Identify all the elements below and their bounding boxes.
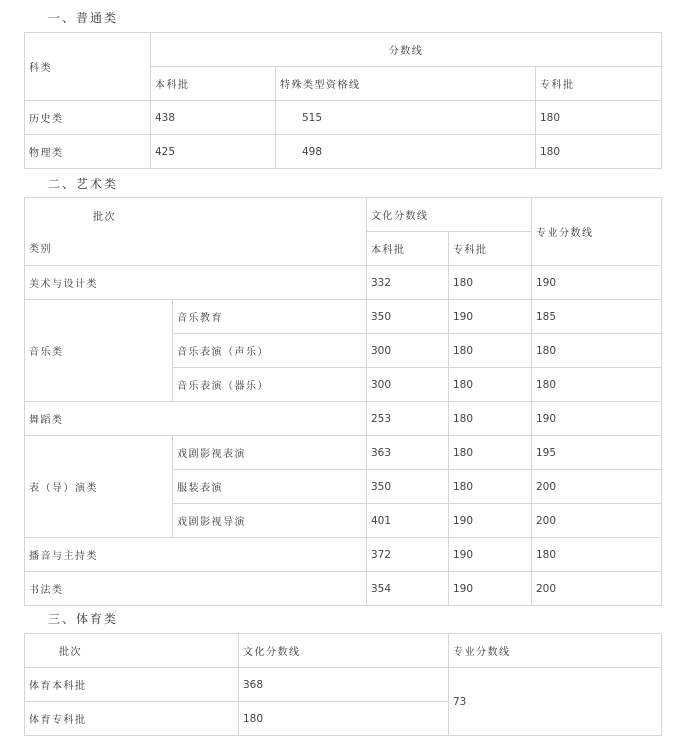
undergrad-score: 350 [367, 470, 449, 504]
section-heading-art: 二、艺术类 [48, 177, 119, 191]
batch-header: 批次 [25, 634, 239, 668]
culture-header: 文化分数线 [239, 634, 449, 668]
subcategory-name: 音乐表演（器乐） [173, 368, 367, 402]
col-undergrad-header: 本科批 [367, 232, 449, 266]
category-name: 音乐类 [25, 300, 173, 402]
batch-header: 批次 [93, 212, 116, 223]
college-score: 190 [449, 572, 532, 606]
culture-score: 180 [239, 702, 449, 736]
table-row [25, 402, 662, 436]
category-name: 表（导）演类 [25, 436, 173, 538]
subcategory-name: 音乐表演（声乐） [173, 334, 367, 368]
undergrad-score: 253 [367, 402, 449, 436]
category-name: 书法类 [25, 572, 367, 606]
table-row [25, 538, 662, 572]
undergrad-score: 438 [151, 101, 276, 135]
undergrad-score: 350 [367, 300, 449, 334]
category-name: 美术与设计类 [25, 266, 367, 300]
college-score: 190 [449, 300, 532, 334]
batch-category-header [25, 198, 367, 266]
undergrad-score: 425 [151, 135, 276, 169]
culture-header: 文化分数线 [367, 198, 532, 232]
subcategory-name: 戏剧影视导演 [173, 504, 367, 538]
undergrad-score: 354 [367, 572, 449, 606]
college-score: 190 [449, 504, 532, 538]
category-name: 舞蹈类 [25, 402, 367, 436]
major-score: 190 [532, 266, 662, 300]
general-score-table [24, 32, 662, 169]
subcategory-name: 服装表演 [173, 470, 367, 504]
college-score: 190 [449, 538, 532, 572]
undergrad-score: 401 [367, 504, 449, 538]
section-heading-general: 一、普通类 [48, 11, 119, 25]
major-score: 185 [532, 300, 662, 334]
category-name: 播音与主持类 [25, 538, 367, 572]
major-score: 200 [532, 504, 662, 538]
sports-score-table [24, 633, 662, 736]
section-heading-sports: 三、体育类 [48, 612, 119, 626]
undergrad-score: 300 [367, 334, 449, 368]
subcategory-name: 戏剧影视表演 [173, 436, 367, 470]
college-score: 180 [449, 368, 532, 402]
table-row [25, 101, 662, 135]
category-header: 类别 [29, 244, 52, 255]
col-special-header: 特殊类型资格线 [276, 67, 536, 101]
college-score: 180 [449, 436, 532, 470]
col-college-header: 专科批 [449, 232, 532, 266]
major-score: 180 [532, 368, 662, 402]
batch-name: 体育专科批 [25, 702, 239, 736]
table-row [25, 668, 662, 702]
major-score: 180 [532, 334, 662, 368]
undergrad-score: 372 [367, 538, 449, 572]
college-score: 180 [449, 266, 532, 300]
college-score: 180 [536, 135, 662, 169]
table-row [25, 300, 662, 334]
major-score: 73 [449, 668, 662, 736]
undergrad-score: 300 [367, 368, 449, 402]
major-score: 190 [532, 402, 662, 436]
major-score: 200 [532, 572, 662, 606]
table-row [25, 135, 662, 169]
batch-name: 体育本科批 [25, 668, 239, 702]
college-score: 180 [536, 101, 662, 135]
subject-name: 物理类 [25, 135, 151, 169]
major-score: 180 [532, 538, 662, 572]
subcategory-name: 音乐教育 [173, 300, 367, 334]
major-header: 专业分数线 [532, 198, 662, 266]
subject-name: 历史类 [25, 101, 151, 135]
culture-score: 368 [239, 668, 449, 702]
table-row [25, 572, 662, 606]
subject-header: 科类 [25, 33, 151, 101]
art-score-table [24, 197, 662, 606]
col-undergrad-header: 本科批 [151, 67, 276, 101]
college-score: 180 [449, 402, 532, 436]
undergrad-score: 363 [367, 436, 449, 470]
table-row [25, 266, 662, 300]
college-score: 180 [449, 470, 532, 504]
table-row [25, 436, 662, 470]
undergrad-score: 332 [367, 266, 449, 300]
college-score: 180 [449, 334, 532, 368]
col-college-header: 专科批 [536, 67, 662, 101]
special-score: 515 [276, 101, 536, 135]
major-score: 200 [532, 470, 662, 504]
score-line-header: 分数线 [151, 33, 662, 67]
special-score: 498 [276, 135, 536, 169]
major-header: 专业分数线 [449, 634, 662, 668]
major-score: 195 [532, 436, 662, 470]
